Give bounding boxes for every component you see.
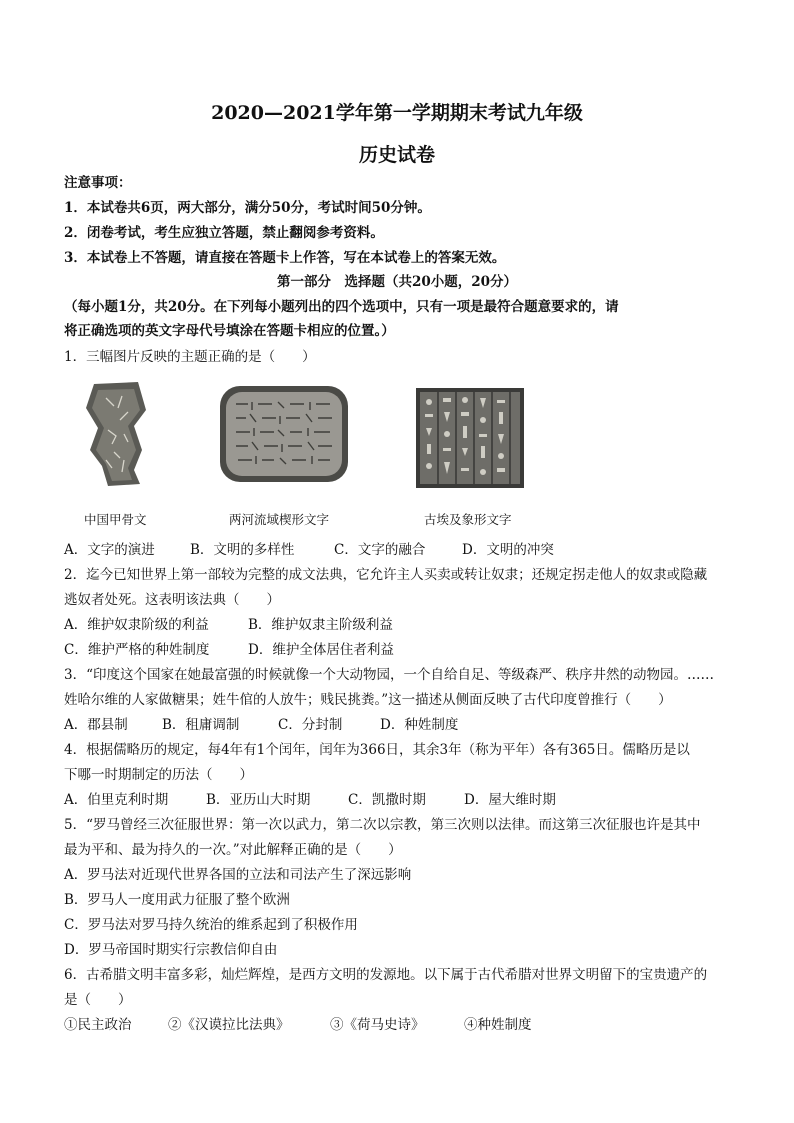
option-a: A．维护奴隶阶级的利益 [64,617,209,633]
option-b: B．租庸调制 [162,717,240,733]
option-d: D．种姓制度 [380,717,459,733]
option-b: B．亚历山大时期 [206,792,311,808]
exam-subtitle: 历史试卷 [358,144,435,166]
option-c: C．凯撒时期 [348,792,426,808]
question-2-stem: 逃奴者处死。这表明该法典（ ） [64,592,280,608]
statement-item: ③《荷马史诗》 [330,1017,425,1033]
question-4-stem: 4．根据儒略历的规定，每4年有1个闰年，闰年为366日，其余3年（称为平年）各有365日。儒略历是以 [64,742,690,758]
cuneiform-tablet-image [218,384,350,484]
question-5-stem: 5．“罗马曾经三次征服世界：第一次以武力，第二次以宗教，第三次则以法律。而这第三次征服也许是其中 [64,817,701,833]
option-a: A．伯里克利时期 [64,792,169,808]
option-a: A．罗马法对近现代世界各国的立法和司法产生了深远影响 [64,867,412,883]
option-d: D．文明的冲突 [462,542,554,558]
question-6-stem: 是（ ） [64,992,132,1008]
section-title: 第一部分 选择题（共20小题，20分） [276,274,518,290]
option-b: B．维护奴隶主阶级利益 [248,617,393,633]
option-c: C．维护严格的种姓制度 [64,642,210,658]
question-4-stem: 下哪一时期制定的历法（ ） [64,767,253,783]
option-b: B．罗马人一度用武力征服了整个欧洲 [64,892,290,908]
statement-item: ①民主政治 [64,1017,132,1033]
statement-item: ④种姓制度 [464,1017,532,1033]
question-2-stem: 2．迄今已知世界上第一部较为完整的成文法典，它允许主人买卖或转让奴隶；还规定拐走他人的奴隶或隐藏 [64,567,708,583]
section-instructions: （每小题1分，共20分。在下列每小题列出的四个选项中，只有一项是最符合题意要求的，请 [64,299,619,315]
notice-item: 3．本试卷上不答题，请直接在答题卡上作答，写在本试卷上的答案无效。 [64,250,506,266]
option-d: D．罗马帝国时期实行宗教信仰自由 [64,942,278,958]
question-5-stem: 最为平和、最为持久的一次。”对此解释正确的是（ ） [64,842,402,858]
option-c: C．分封制 [278,717,343,733]
question-3-stem: 3．“印度这个国家在她最富强的时候就像一个大动物园，一个自给自足、等级森严、秩序井然的动物园。…… [64,667,714,683]
option-a: A．文字的演进 [64,542,155,558]
option-c: C．罗马法对罗马持久统治的维系起到了积极作用 [64,917,358,933]
notice-item: 1．本试卷共6页，两大部分，满分50分，考试时间50分钟。 [64,200,431,216]
option-c: C．文字的融合 [334,542,426,558]
oracle-bone-image [84,380,148,488]
hieroglyphs-image [416,388,524,488]
question-3-stem: 姓哈尔维的人家做糖果；姓牛倌的人放牛；贱民挑粪。”这一描述从侧面反映了古代印度曾推行（ ） [64,692,672,708]
option-d: D．维护全体居住者利益 [248,642,394,658]
notice-heading: 注意事项： [64,175,132,191]
image-caption: 中国甲骨文 [84,512,147,527]
option-d: D．屋大维时期 [464,792,556,808]
exam-title: 2020—2021学年第一学期期末考试九年级 [211,102,583,124]
question-1-stem: 1．三幅图片反映的主题正确的是（ ） [64,349,316,365]
image-caption: 两河流域楔形文字 [229,512,330,527]
image-caption: 古埃及象形文字 [424,512,512,527]
section-instructions: 将正确选项的英文字母代号填涂在答题卡相应的位置。） [64,323,395,339]
statement-item: ②《汉谟拉比法典》 [168,1017,290,1033]
question-6-stem: 6．古希腊文明丰富多彩，灿烂辉煌，是西方文明的发源地。以下属于古代希腊对世界文明留下的宝贵遗产的 [64,967,708,983]
option-b: B．文明的多样性 [190,542,295,558]
notice-item: 2．闭卷考试，考生应独立答题，禁止翻阅参考资料。 [64,225,384,241]
option-a: A．郡县制 [64,717,128,733]
